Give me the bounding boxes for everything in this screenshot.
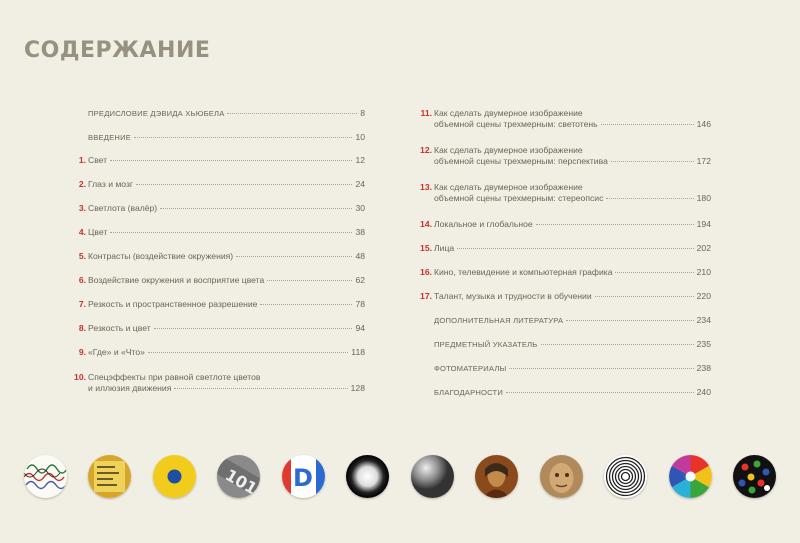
chapter-number: 15.	[420, 243, 432, 253]
yellow-card-icon	[88, 455, 131, 498]
entry-title: Контрасты (воздействие окружения)	[88, 251, 234, 261]
page-number: 172	[696, 156, 711, 166]
blue-dot-icon	[153, 455, 196, 498]
gray-numbers-icon	[217, 455, 260, 498]
entry-title: Кино, телевидение и компьютерная графика	[434, 267, 613, 277]
page-number: 118	[351, 347, 365, 357]
entry-title: объемной сцены трехмерным: перспектива	[434, 156, 608, 166]
entry-title: БЛАГОДАРНОСТИ	[434, 388, 504, 397]
chapter-number: 10.	[74, 372, 86, 382]
color-wheel-icon	[669, 455, 712, 498]
toc-entry[interactable]	[78, 323, 365, 334]
page-number: 8	[360, 108, 365, 118]
entry-title: объемной сцены трехмерным: стереопсис	[434, 193, 604, 203]
dot-leader	[457, 248, 694, 249]
dot-leader	[154, 328, 353, 329]
portrait-icon	[475, 455, 518, 498]
entry-title: объемной сцены трехмерным: светотень	[434, 119, 598, 129]
entry-title: ВВЕДЕНИЕ	[88, 133, 132, 142]
entry-title-line: Как сделать двумерное изображение	[434, 108, 583, 118]
toc-entry[interactable]	[78, 275, 365, 286]
entry-title: и иллюзия движения	[88, 383, 172, 393]
toc-entry[interactable]	[420, 145, 711, 167]
dot-leader	[136, 184, 352, 185]
page-number: 240	[696, 387, 711, 397]
dot-leader	[160, 208, 352, 209]
page-number: 62	[355, 275, 365, 285]
toc-entry[interactable]	[78, 179, 365, 190]
chapter-number: 4.	[78, 227, 86, 237]
chapter-number: 1.	[78, 155, 86, 165]
toc-entry[interactable]	[434, 363, 711, 374]
page-number: 24	[355, 179, 365, 189]
entry-title: Воздействие окружения и восприятие цвета	[88, 275, 265, 285]
dots-icon	[733, 455, 776, 498]
toc-entry[interactable]	[78, 251, 365, 262]
face-icon	[540, 455, 583, 498]
svg-text:101: 101	[222, 465, 261, 498]
dot-leader	[601, 124, 694, 125]
entry-title-line: Как сделать двумерное изображение	[434, 182, 583, 192]
page-number: 210	[696, 267, 711, 277]
svg-text:D: D	[292, 464, 313, 492]
entry-title-line: Как сделать двумерное изображение	[434, 145, 583, 155]
chapter-number: 14.	[420, 219, 432, 229]
dot-leader	[506, 392, 694, 393]
toc-entry[interactable]	[420, 219, 711, 230]
dot-leader	[174, 388, 347, 389]
dot-leader	[611, 161, 694, 162]
page-number: 194	[696, 219, 711, 229]
page-number: 235	[696, 339, 711, 349]
chapter-number: 17.	[420, 291, 432, 301]
page-title: СОДЕРЖАНИЕ	[24, 38, 211, 63]
dot-leader	[110, 232, 352, 233]
toc-entry[interactable]	[74, 372, 365, 394]
chapter-number: 8.	[78, 323, 86, 333]
dot-leader	[134, 137, 352, 138]
toc-entry[interactable]	[78, 155, 365, 166]
toc-entry[interactable]	[420, 291, 711, 302]
dot-leader	[260, 304, 352, 305]
chapter-number: 5.	[78, 251, 86, 261]
entry-title-line: Спецэффекты при равной светлоте цветов	[88, 372, 261, 382]
page-number: 146	[696, 119, 711, 129]
page-number: 94	[355, 323, 365, 333]
chapter-number: 11.	[420, 108, 432, 118]
toc-entry[interactable]	[420, 108, 711, 130]
toc-entry[interactable]	[88, 108, 365, 119]
dot-leader	[595, 296, 694, 297]
chapter-number: 13.	[420, 182, 432, 192]
chapter-icons-row	[24, 455, 776, 499]
entry-title: Резкость и пространственное разрешение	[88, 299, 258, 309]
page-number: 220	[696, 291, 711, 301]
dot-leader	[267, 280, 352, 281]
dot-leader	[566, 320, 693, 321]
toc-entry[interactable]	[434, 339, 711, 350]
entry-title: Лица	[434, 243, 455, 253]
dot-leader	[110, 160, 352, 161]
entry-title: Глаз и мозг	[88, 179, 134, 189]
entry-title: Светлота (валёр)	[88, 203, 158, 213]
concentric-rings-icon	[604, 455, 647, 498]
page-number: 202	[696, 243, 711, 253]
dot-leader	[615, 272, 693, 273]
entry-title: Резкость и цвет	[88, 323, 151, 333]
toc-entry[interactable]	[420, 182, 711, 204]
dot-leader	[236, 256, 352, 257]
page-number: 78	[355, 299, 365, 309]
toc-entry[interactable]	[78, 347, 365, 358]
blur-spot-icon	[346, 455, 389, 498]
toc-entry[interactable]	[420, 243, 711, 254]
chapter-number: 6.	[78, 275, 86, 285]
page-number: 128	[350, 383, 365, 393]
chapter-number: 16.	[420, 267, 432, 277]
toc-entry[interactable]	[78, 299, 365, 310]
chapter-number: 9.	[78, 347, 86, 357]
entry-title: ФОТОМАТЕРИАЛЫ	[434, 364, 507, 373]
toc-entry[interactable]	[78, 227, 365, 238]
wave-lines-icon	[24, 455, 67, 498]
page-number: 234	[696, 315, 711, 325]
entry-title: Свет	[88, 155, 108, 165]
entry-title: Локальное и глобальное	[434, 219, 533, 229]
toc-entry[interactable]	[420, 267, 711, 278]
entry-title: ПРЕДИСЛОВИЕ ДЭВИДА ХЬЮБЕЛА	[88, 109, 225, 118]
chapter-number: 12.	[420, 145, 432, 155]
dot-leader	[227, 113, 357, 114]
entry-title: ДОПОЛНИТЕЛЬНАЯ ЛИТЕРАТУРА	[434, 316, 564, 325]
page-number: 10	[355, 132, 365, 142]
entry-title: Талант, музыка и трудности в обучении	[434, 291, 592, 301]
letter-d-icon	[282, 455, 325, 498]
dot-leader	[606, 198, 693, 199]
dot-leader	[536, 224, 694, 225]
entry-title: ПРЕДМЕТНЫЙ УКАЗАТЕЛЬ	[434, 340, 538, 349]
toc-entry[interactable]	[434, 387, 711, 398]
page-number: 180	[696, 193, 711, 203]
gray-sphere-icon	[411, 455, 454, 498]
toc-entry[interactable]	[78, 203, 365, 214]
page-number: 48	[355, 251, 365, 261]
page-number: 38	[355, 227, 365, 237]
page-number: 12	[355, 155, 365, 165]
chapter-number: 3.	[78, 203, 86, 213]
entry-title: Цвет	[88, 227, 108, 237]
toc-entry[interactable]	[434, 315, 711, 326]
entry-title: «Где» и «Что»	[88, 347, 145, 357]
page-number: 30	[355, 203, 365, 213]
page-number: 238	[696, 363, 711, 373]
chapter-number: 2.	[78, 179, 86, 189]
chapter-number: 7.	[78, 299, 86, 309]
dot-leader	[509, 368, 693, 369]
toc-entry[interactable]	[88, 132, 365, 143]
dot-leader	[541, 344, 694, 345]
dot-leader	[148, 352, 348, 353]
